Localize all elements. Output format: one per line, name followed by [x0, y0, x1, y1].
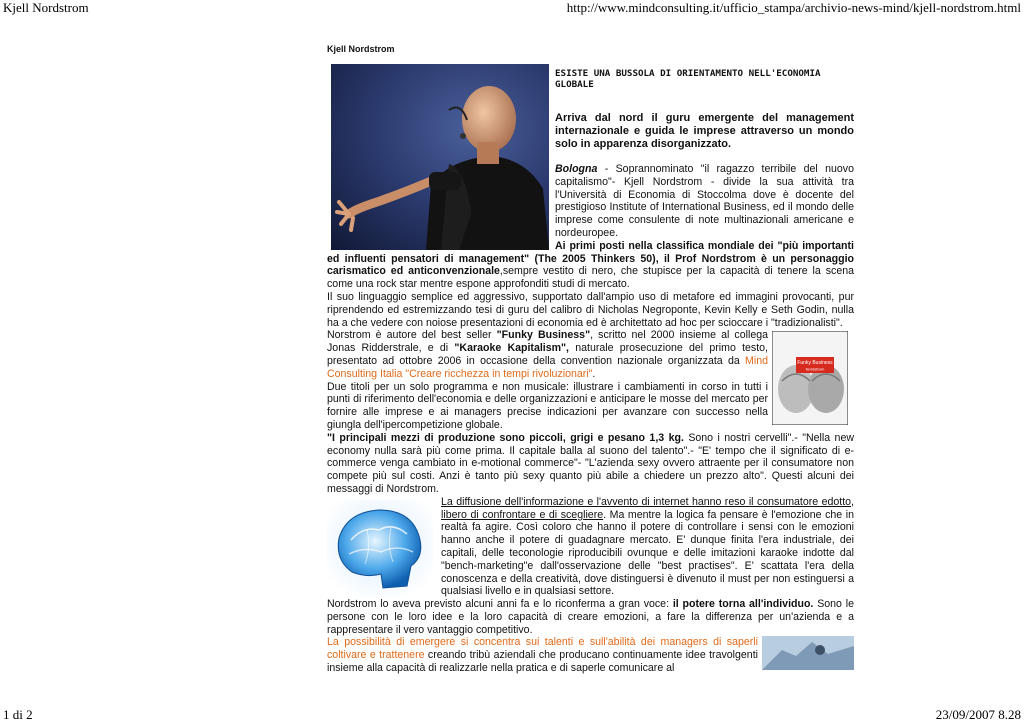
paragraph-2-bold: Ai primi posti nella classifica mondiale dei "più importanti ed influenti pensatori di management" (The 2005 Thinkers 50), il Prof Nordstrom è un personaggio carismatico ed anticonvenzionale — [327, 239, 854, 278]
paragraph-7-underlined: La diffusione dell'informazione e l'avvento di internet hanno reso il consumatore edotto, libero di confrontare e di scegliere — [441, 495, 854, 521]
paragraph-4-text-e: naturale prosecuzione del primo testo, presentato ad ottobre 2006 in occasione della convention nazionale organizzata da — [327, 342, 768, 367]
brain-scan-image — [327, 500, 433, 598]
paragraph-5: Due titoli per un solo programma e non musicale: illustrare i cambiamenti in corso in tutti i punti di riferimento dell'economia e delle organizzazioni e anticipare le mosse del mercato per fornire alle imprese e ai managers precise indicazioni per avanzare con successo nella giungla dell'ipercompetizione globale. — [327, 380, 768, 431]
paragraph-8-text-a: Nordstrom lo aveva previsto alcuni anni fa e lo riconferma a gran voce: — [327, 598, 673, 611]
page-footer-timestamp: 23/09/2007 8.28 — [935, 707, 1021, 722]
article-lead: Arriva dal nord il guru emergente del management internazionale e guida le imprese attraverso un mondo solo in apparenza disorganizzato. — [555, 112, 854, 150]
paragraph-9-text: creando tribù aziendali che producano continuamente idee travolgenti insieme alla capacità di realizzarle nella pratica e di saperle comunicare al — [327, 649, 758, 675]
paragraph-8-text-c: Sono le persone con le loro idee e la loro capacità di creare emozioni, a fare la differenza per un'azienda e a rappresentare il vero vantaggio competitivo. — [327, 598, 854, 636]
paragraph-6-text: Sono i nostri cervelli".- "Nella new economy nulla sarà più come prima. Il capitale balla al suono del talento".- "E' tempo che il significato di e-commerce venga cambiato in e-motional commerce"- "L'azienda sexy ovvero attraente per il consumatore non compete più sul costi. Anzi è tanto più sexy quanto più abile a chiedere un prezzo alto". Questi alcuni dei messaggi di Nordstrom. — [327, 431, 854, 495]
paragraph-8-bold: il potere torna all'individuo. — [672, 598, 814, 611]
book-cover-title: Funky Business — [797, 360, 833, 367]
paragraph-8 — [327, 598, 854, 636]
paragraph-1-text: - Soprannominato "il ragazzo terribile del nuovo capitalismo"- Kjell Nordstrom - divide la sua attività tra l'Università di Economia di Stoccolma dove è docente del prestigioso Institute of International Business, ed il mondo delle imprese come consulente di note multinazionali americane e nordeuropee. — [555, 163, 854, 239]
paragraph-4-book-2: "Karaoke Kapitalism", — [454, 342, 569, 355]
paragraph-9-highlight: La possibilità di emergere si concentra sui talenti e sull'abilità dei managers di saperli coltivare e trattenere — [327, 636, 758, 662]
paragraph-7-text: . Ma mentre la logica fa pensare è l'emozione che in realtà fa agire. Così coloro che hanno il potere di controllare i sensi con le emozioni hanno anche il potere di guadagnare mercato. E' dunque finita l'era industriale, dei capitali, delle teconologie riproducibili ovunque e delle imitazioni karaoke indotte dal "bench-marketing"e dall'osservazione delle "best practises". E' scattata l'era della conoscenza e della creatività, dove distinguersi è divenuto il must per non estinguersi a qualsiasi livello e in qualsiasi settore. — [441, 508, 854, 598]
book-cover-image — [772, 331, 848, 425]
article-body — [327, 64, 854, 680]
paragraph-4-book-1: "Funky Business" — [496, 329, 591, 342]
paragraph-6-bold: "I principali mezzi di produzione sono piccoli, grigi e pesano 1,3 kg. — [327, 431, 684, 444]
page-footer-pagination: 1 di 2 — [3, 707, 33, 722]
mind-consulting-link[interactable]: Mind Consulting Italia "Creare ricchezza in tempi rivoluzionari" — [327, 354, 768, 380]
paragraph-4-text-f: . — [592, 367, 596, 380]
article-page-title: Kjell Nordstrom — [327, 44, 395, 54]
page-header-title: Kjell Nordstrom — [3, 0, 89, 15]
paragraph-3: Il suo linguaggio semplice ed aggressivo, supportato dall'ampio uso di metafore ed immagini provocanti, pur riprendendo ed estremizzando tesi di guru del calibro di Nicholas Negroponte, Kevin Kelly e Seth Godin, nulla ha a che vedere con noiose presentazioni di economia ed è architettato ad hoc per scioccare i "tradizionalisti". — [327, 290, 854, 329]
paragraph-2-text: ,sempre vestito di nero, che stupisce per la capacità di tenere la scena come una rock star mentre espone approfonditi studi di mercato. — [327, 265, 854, 291]
book-cover-subtitle: Nordstrom — [805, 366, 825, 372]
speaker-photo — [331, 64, 549, 250]
paragraph-1-city: Bologna — [555, 163, 598, 175]
paragraph-4-text-a: Norstrom è autore del best seller — [327, 329, 497, 342]
paragraph-6 — [327, 432, 854, 496]
paragraph-4-text-c: , scritto nel 2000 insieme al collega Jonas Ridderstrale, e di — [327, 329, 768, 355]
page-header-url[interactable]: http://www.mindconsulting.it/ufficio_stampa/archivio-news-mind/kjell-nordstrom.html — [566, 0, 1021, 15]
article-kicker: ESISTE UNA BUSSOLA DI ORIENTAMENTO NELL'ECONOMIA GLOBALE — [555, 68, 821, 90]
audience-photo — [762, 636, 854, 670]
